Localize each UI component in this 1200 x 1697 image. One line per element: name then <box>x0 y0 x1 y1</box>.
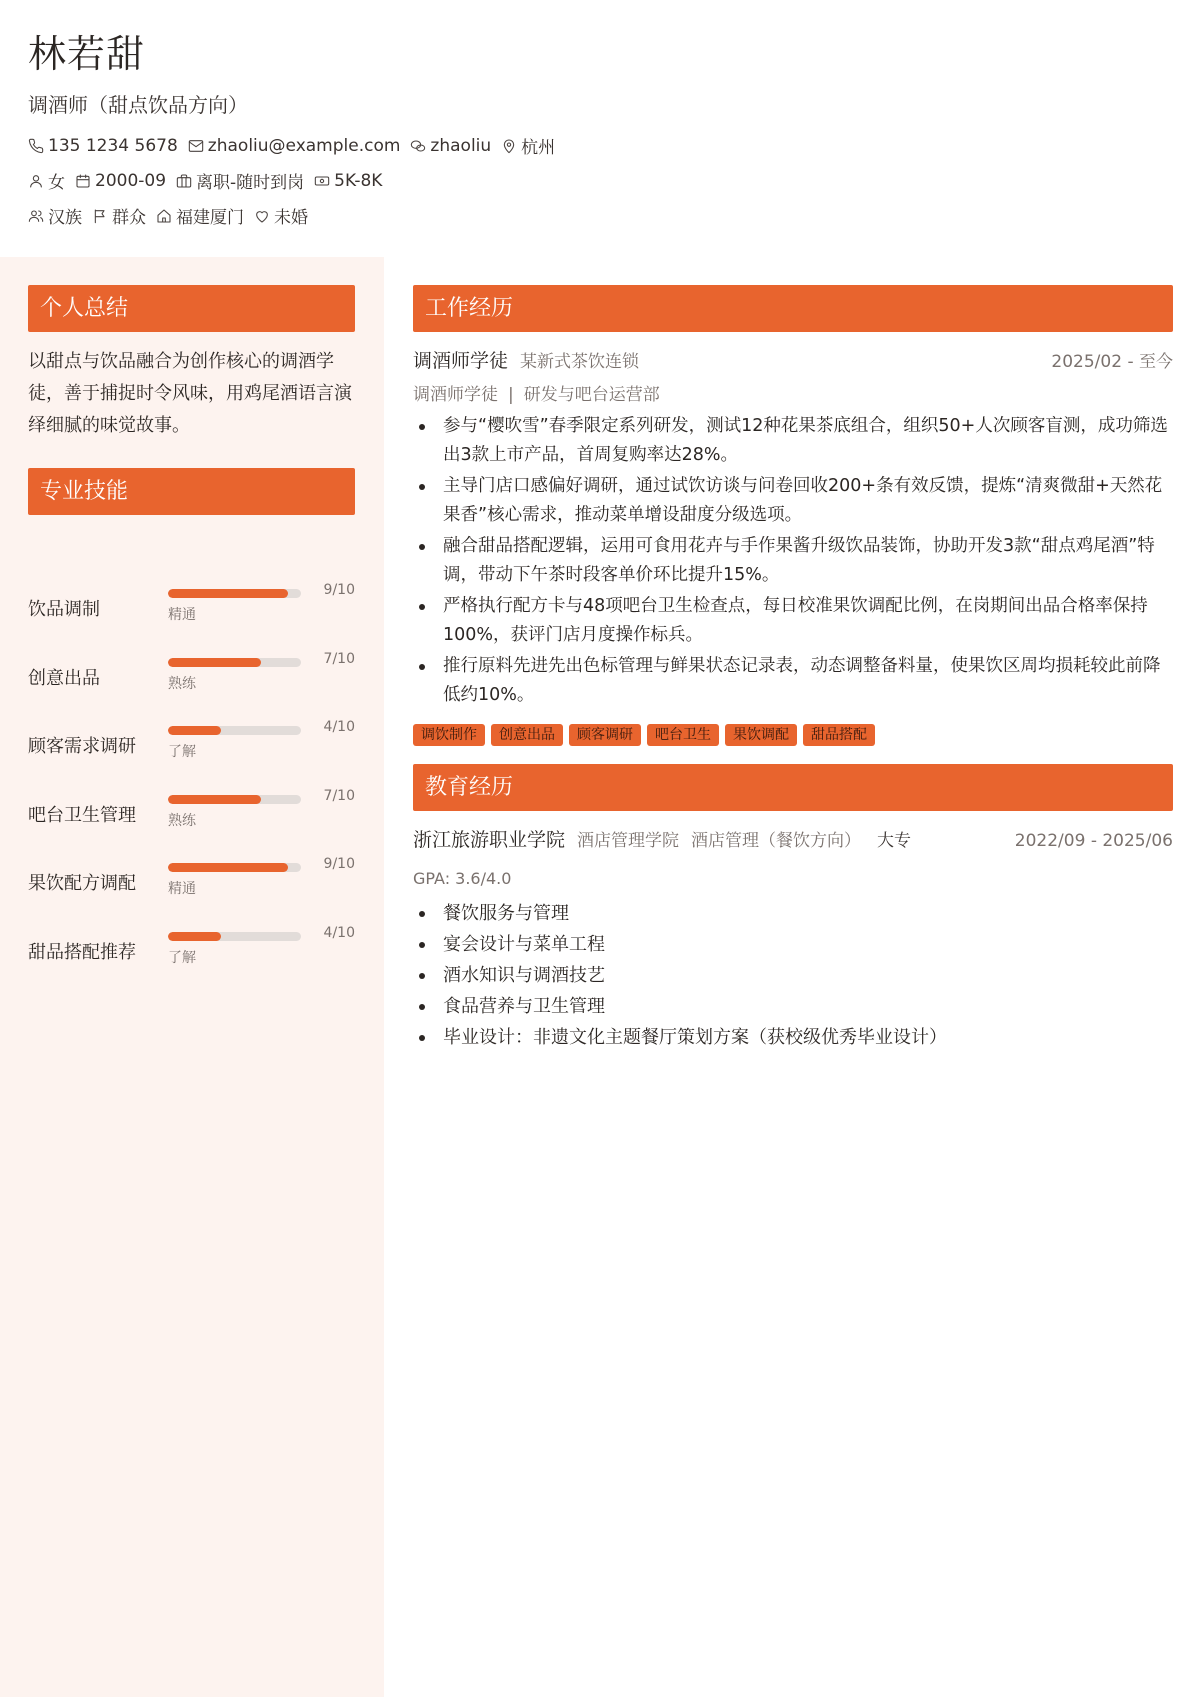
skill-bar <box>168 795 301 804</box>
job-title: 调酒师（甜点饮品方向） <box>28 93 248 117</box>
skill-level: 熟练 <box>168 812 196 829</box>
salary-item <box>314 171 382 191</box>
political-item <box>92 203 146 228</box>
ethnicity-item <box>28 203 82 228</box>
job-subtitle <box>413 380 1173 405</box>
background-row <box>28 198 1168 233</box>
skill-tag: 甜品搭配 <box>803 724 875 746</box>
phone-icon <box>28 138 44 154</box>
skill-score: 4/10 <box>323 924 355 941</box>
skill-level: 精通 <box>168 607 196 623</box>
hometown-item <box>156 203 244 228</box>
skill-bar-fill <box>168 932 221 941</box>
course-list <box>413 898 1173 1053</box>
work-bullet: 推行原料先进先出色标管理与鲜果状态记录表，动态调整备料量，使果饮区周均损耗较此前降低约10%。 <box>413 652 1173 710</box>
course-item: 餐饮服务与管理 <box>413 898 1173 929</box>
gender-item <box>28 168 65 193</box>
summary-section <box>28 285 355 442</box>
user-icon <box>28 173 44 189</box>
money-icon <box>314 173 330 189</box>
email-text: zhaoliu@example.com <box>207 135 401 156</box>
skill-row <box>28 854 355 910</box>
skill-score: 7/10 <box>323 787 355 804</box>
skill-bar <box>168 932 301 941</box>
phone-text: 135 1234 5678 <box>48 135 178 156</box>
skill-score: 9/10 <box>323 856 355 872</box>
skill-name: 创意出品 <box>28 667 100 689</box>
heart-icon <box>254 208 270 224</box>
skill-row <box>28 786 355 842</box>
job-department: 研发与吧台运营部 <box>523 385 660 405</box>
skill-name: 甜品搭配推荐 <box>28 941 136 963</box>
skill-name: 饮品调制 <box>28 599 100 620</box>
education-heading: 教育经历 <box>413 764 1173 811</box>
location-pin-icon <box>501 138 517 154</box>
work-bullet: 严格执行配方卡与48项吧台卫生检查点，每日校准果饮调配比例，在岗期间出品合格率保持100%，获评门店月度操作标兵。 <box>413 592 1173 650</box>
skill-level: 熟练 <box>168 675 196 692</box>
college-name: 酒店管理学院 <box>577 831 680 851</box>
major-name: 酒店管理（餐饮方向） <box>691 831 862 851</box>
resume-header <box>28 30 1168 233</box>
personal-row <box>28 163 1168 198</box>
skill-bar-fill <box>168 726 221 735</box>
candidate-name: 林若甜 <box>28 32 146 76</box>
work-bullet: 参与“樱吹雪”春季限定系列研发，测试12种花果茶底组合，组织50+人次顾客盲测，成功筛选出3款上市产品，首周复购率达28%。 <box>413 412 1173 470</box>
skill-tag: 调饮制作 <box>413 724 485 746</box>
skill-bar-fill <box>168 863 288 872</box>
birth-item <box>75 171 166 191</box>
availability-item <box>176 168 304 193</box>
work-bullet: 融合甜品搭配逻辑，运用可食用花卉与手作果酱升级饮品装饰，协助开发3款“甜点鸡尾酒”特调，带动下午茶时段客单价环比提升15%。 <box>413 532 1173 590</box>
job-role: 调酒师学徒 <box>413 350 509 372</box>
job-separator: | <box>508 385 514 405</box>
skill-bar <box>168 589 301 598</box>
ethnicity-text: 汉族 <box>48 208 82 228</box>
marital-item <box>254 203 308 228</box>
calendar-icon <box>75 173 91 189</box>
course-item: 酒水知识与调酒技艺 <box>413 960 1173 991</box>
skill-name: 顾客需求调研 <box>28 736 136 757</box>
hometown-text: 福建厦门 <box>176 208 244 228</box>
education-dates: 2022/09 - 2025/06 <box>1014 831 1173 851</box>
skill-name: 吧台卫生管理 <box>28 804 136 826</box>
degree: 大专 <box>877 831 912 851</box>
main-content <box>413 285 1173 1053</box>
course-item: 宴会设计与菜单工程 <box>413 929 1173 960</box>
skill-level: 了解 <box>168 949 196 966</box>
skill-tag: 创意出品 <box>491 724 563 746</box>
home-icon <box>156 208 172 224</box>
skill-bar-fill <box>168 795 261 804</box>
education-header <box>413 825 1173 851</box>
gender-text: 女 <box>48 173 65 193</box>
school-name: 浙江旅游职业学院 <box>413 829 566 851</box>
work-bullet: 主导门店口感偏好调研，通过试饮访谈与问卷回收200+条有效反馈，提炼“清爽微甜+天然花果香”核心需求，推动菜单增设甜度分级选项。 <box>413 472 1173 530</box>
contact-row <box>28 128 1168 163</box>
skill-score: 7/10 <box>323 650 355 667</box>
mail-icon <box>188 138 204 154</box>
political-text: 群众 <box>112 208 146 228</box>
skill-tag: 吧台卫生 <box>647 724 719 746</box>
wechat-icon <box>410 138 426 154</box>
phone-item <box>28 136 178 156</box>
email-item <box>188 136 401 156</box>
wechat-item <box>410 136 491 156</box>
flag-icon <box>92 208 108 224</box>
skill-level: 精通 <box>168 881 196 897</box>
skills-section <box>28 468 355 966</box>
skill-bar <box>168 726 301 735</box>
work-bullets <box>413 412 1173 710</box>
summary-heading: 个人总结 <box>28 285 355 332</box>
city-text: 杭州 <box>521 138 556 158</box>
marital-text: 未婚 <box>274 208 308 228</box>
skill-score: 4/10 <box>323 719 355 735</box>
skill-tags <box>413 724 1173 746</box>
skill-bar-fill <box>168 589 288 598</box>
job-company: 某新式茶饮连锁 <box>520 352 640 372</box>
skill-row <box>28 717 355 773</box>
skill-name: 果饮配方调配 <box>28 873 136 894</box>
skill-score: 9/10 <box>323 582 355 598</box>
work-heading: 工作经历 <box>413 285 1173 332</box>
skill-level: 了解 <box>168 744 196 760</box>
birth-text: 2000-09 <box>95 170 167 191</box>
skill-bar <box>168 863 301 872</box>
skill-bar <box>168 658 301 667</box>
briefcase-icon <box>176 173 192 189</box>
users-icon <box>28 208 44 224</box>
course-item: 毕业设计：非遗文化主题餐厅策划方案（获校级优秀毕业设计） <box>413 1022 1173 1053</box>
availability-text: 离职-随时到岗 <box>196 173 305 193</box>
skill-tag: 果饮调配 <box>725 724 797 746</box>
skills-heading: 专业技能 <box>28 468 355 515</box>
salary-text: 5K-8K <box>334 170 383 191</box>
gpa: GPA: 3.6/4.0 <box>413 869 512 888</box>
job-header <box>413 346 1173 372</box>
skill-bar-fill <box>168 658 261 667</box>
wechat-text: zhaoliu <box>430 135 492 156</box>
job-dates: 2025/02 - 至今 <box>1051 352 1173 372</box>
city-item <box>501 133 555 158</box>
skill-tag: 顾客调研 <box>569 724 641 746</box>
skill-row <box>28 580 355 636</box>
skill-row <box>28 649 355 705</box>
summary-text: 以甜点与饮品融合为创作核心的调酒学徒，善于捕捉时令风味，用鸡尾酒语言演绎细腻的味觉故事。 <box>28 351 352 436</box>
skill-row <box>28 923 355 979</box>
job-position: 调酒师学徒 <box>413 385 498 405</box>
course-item: 食品营养与卫生管理 <box>413 991 1173 1022</box>
